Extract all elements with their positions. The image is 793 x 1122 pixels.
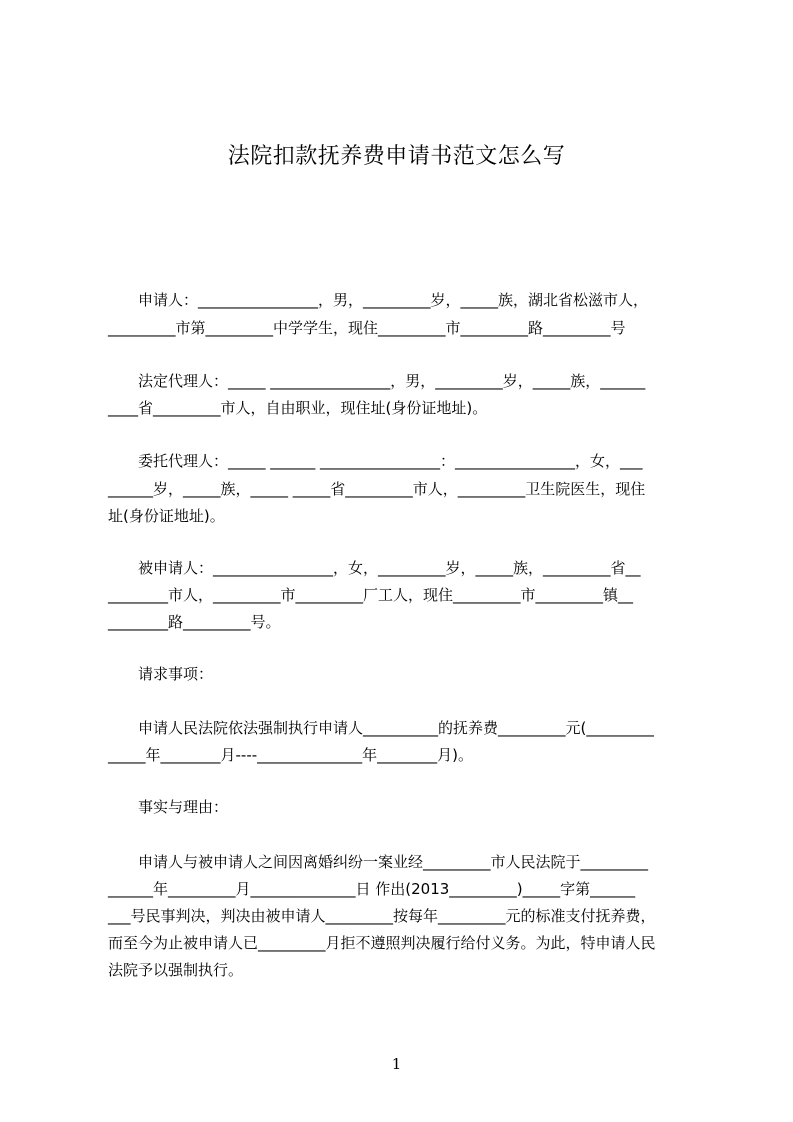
facts-line-3: ___号民事判决，判决由被申请人_________按每年_________元的标准支付抚养费，	[108, 907, 656, 925]
applicant-line-1: 申请人：________________，男，_________岁，_____族，湖北省松滋市人，	[108, 291, 649, 309]
respondent-line-3: ________路_________号。	[108, 613, 281, 631]
legal-agent-line-1: 法定代理人：_____ ________________，男，_________岁，_____族，______	[108, 372, 646, 390]
entrusted-agent-line-3: 址(身份证地址)。	[108, 507, 225, 525]
document-title: 法院扣款抚养费申请书范文怎么写	[227, 144, 566, 169]
facts-line-2: ______年_________月______________日 作出(2013_________)_____字第______	[108, 880, 636, 898]
facts-heading: 事实与理由：	[108, 798, 229, 816]
entrusted-agent-line-2: ______岁，_____族，_____ _____省_________市人，_________卫生院医生，现住	[108, 480, 646, 498]
claims-line-2: _____年________月----______________年________月)。	[108, 746, 474, 764]
facts-line-5: 法院予以强制执行。	[108, 961, 244, 979]
facts-line-4: 而至今为止被申请人已_________月拒不遵照判决履行给付义务。为此，特申请人民	[108, 934, 656, 952]
respondent-line-1: 被申请人：________________，女，_________岁，_____族，_________省__	[108, 559, 641, 577]
claims-line-1: 申请人民法院依法强制执行申请人__________的抚养费_________元(_________	[108, 719, 654, 737]
applicant-line-2: _________市第_________中学学生，现住_________市_________路_________号	[108, 319, 626, 337]
respondent-line-2: ________市人，_________市_________厂工人，现住_________市_________镇__	[108, 586, 634, 604]
entrusted-agent-line-1: 委托代理人：_____ ______ ________________：________________，女，___	[108, 452, 643, 470]
legal-agent-line-2: ____省_________市人，自由职业，现住址(身份证地址)。	[108, 399, 488, 417]
facts-line-1: 申请人与被申请人之间因离婚纠纷一案业经_________市人民法院于_________	[108, 853, 649, 871]
claims-heading: 请求事项：	[108, 665, 214, 683]
page-number: 1	[391, 1055, 402, 1073]
